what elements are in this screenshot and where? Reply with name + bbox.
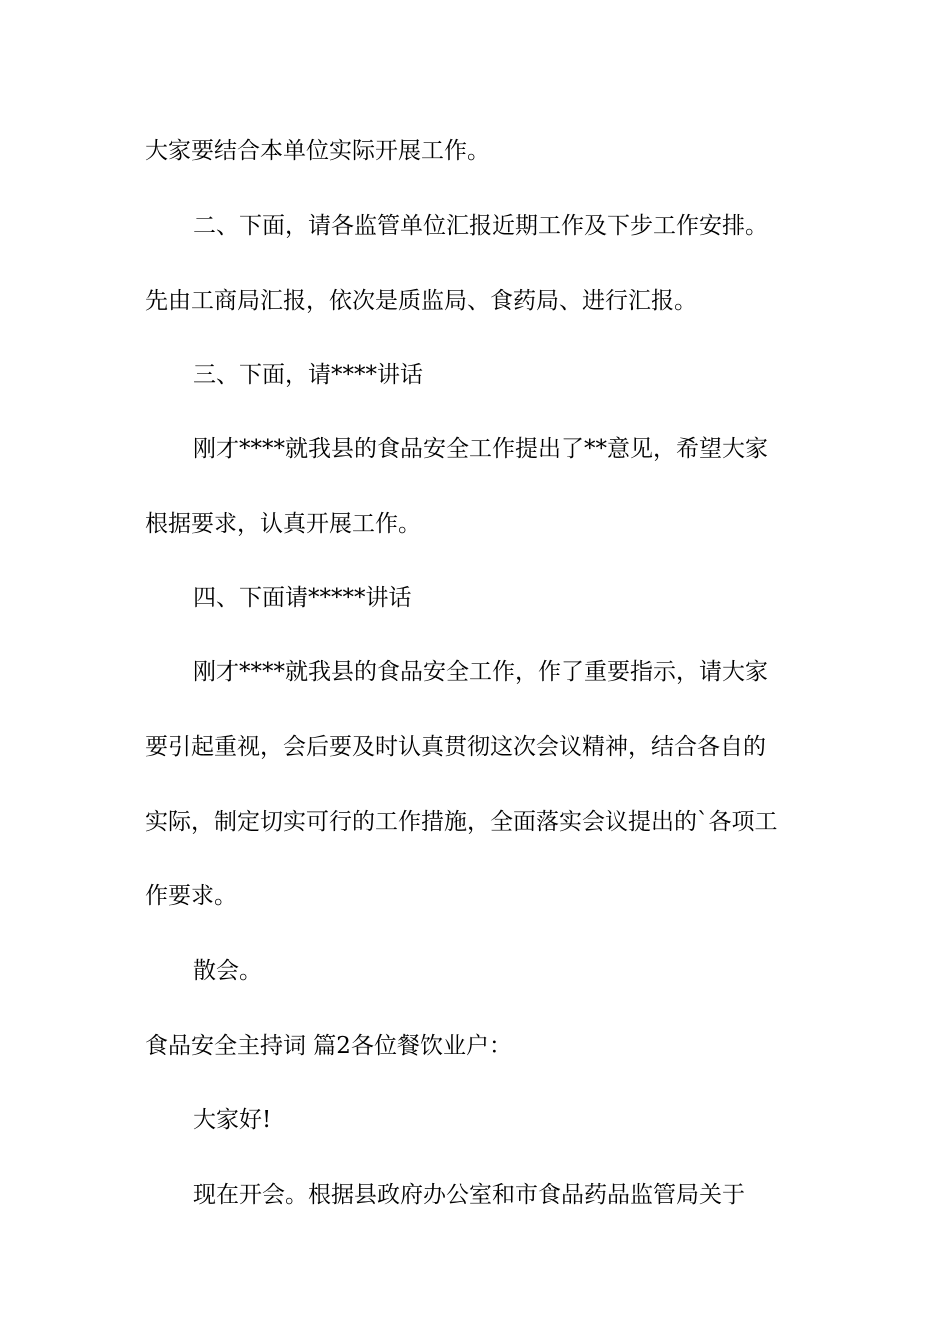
text-line: 根据要求，认真开展工作。 bbox=[145, 511, 421, 537]
text-line: 先由工商局汇报，依次是质监局、食药局、进行汇报。 bbox=[145, 288, 697, 314]
text-line: 散会。 bbox=[193, 958, 262, 984]
section-heading: 食品安全主持词 篇2各位餐饮业户： bbox=[145, 1033, 512, 1059]
text-line: 三、下面，请****讲话 bbox=[193, 362, 423, 388]
text-line: 实际，制定切实可行的工作措施，全面落实会议提出的`各项工 bbox=[145, 809, 778, 835]
text-line: 作要求。 bbox=[145, 883, 237, 909]
text-line: 要引起重视，会后要及时认真贯彻这次会议精神，结合各自的 bbox=[145, 734, 766, 760]
text-line: 刚才****就我县的食品安全工作提出了**意见，希望大家 bbox=[193, 436, 768, 462]
text-line: 刚才****就我县的食品安全工作，作了重要指示，请大家 bbox=[193, 659, 768, 685]
text-line: 大家要结合本单位实际开展工作。 bbox=[145, 138, 490, 164]
text-line: 二、下面，请各监管单位汇报近期工作及下步工作安排。 bbox=[193, 213, 768, 239]
text-line: 现在开会。根据县政府办公室和市食品药品监管局关于 bbox=[193, 1182, 745, 1208]
text-line: 四、下面请*****讲话 bbox=[193, 585, 412, 611]
text-line: 大家好! bbox=[193, 1107, 272, 1133]
